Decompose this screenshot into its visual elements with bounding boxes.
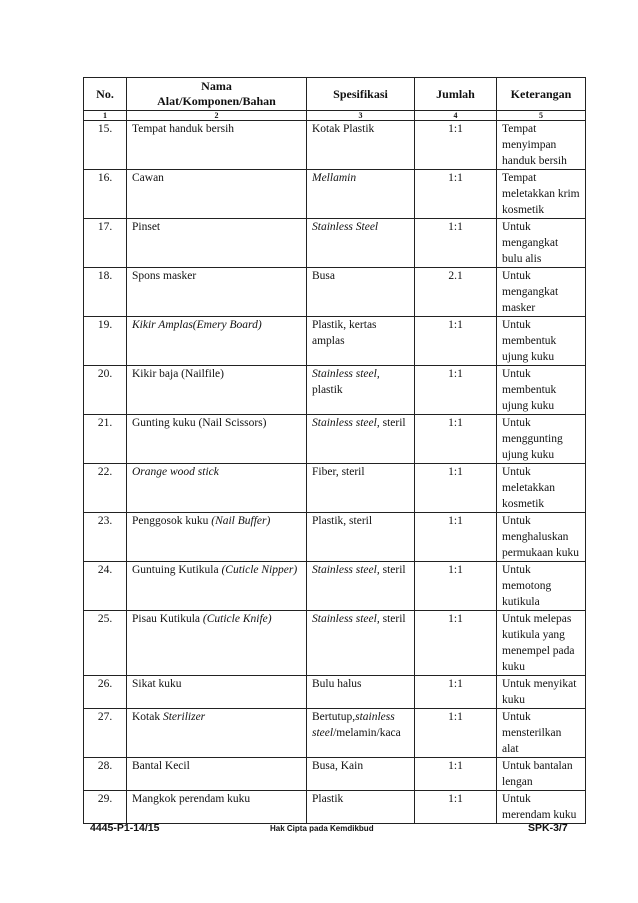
item-note: Untuk menghaluskan permukaan kuku [497, 513, 586, 562]
item-name-text: Gunting kuku (Nail Scissors) [132, 417, 267, 429]
item-note: Untuk bantalan lengan [497, 758, 586, 791]
row-number: 29. [84, 791, 127, 824]
item-spec [307, 317, 415, 366]
row-number: 19. [84, 317, 127, 366]
row-number: 27. [84, 709, 127, 758]
item-name-text: Pinset [132, 221, 161, 233]
item-spec-text: steril [379, 417, 406, 429]
item-qty: 1:1 [415, 121, 497, 170]
table-row [84, 268, 586, 317]
item-name-text: Spons masker [132, 270, 197, 282]
item-name [127, 709, 307, 758]
item-name-text: Sikat kuku [132, 678, 182, 690]
item-spec-text: Plastik, kertas amplas [312, 319, 377, 347]
row-number: 18. [84, 268, 127, 317]
item-name-text: Guntuing Kutikula [132, 564, 222, 576]
item-spec-text: Plastik [312, 793, 344, 805]
item-note: Untuk menyikat kuku [497, 676, 586, 709]
header-note: Keterangan [497, 78, 586, 111]
item-qty: 2.1 [415, 268, 497, 317]
item-name [127, 170, 307, 219]
item-spec [307, 611, 415, 676]
item-name [127, 791, 307, 824]
item-name-text: Cawan [132, 172, 164, 184]
item-note: Untuk mensterilkan alat [497, 709, 586, 758]
item-spec [307, 676, 415, 709]
item-qty: 1:1 [415, 464, 497, 513]
item-spec [307, 268, 415, 317]
item-name-text: Mangkok perendam kuku [132, 793, 251, 805]
item-name-text: Kikir Amplas(Emery Board) [132, 319, 262, 331]
item-spec [307, 562, 415, 611]
item-spec [307, 121, 415, 170]
row-number: 23. [84, 513, 127, 562]
item-name-text: (Cuticle Knife) [202, 613, 272, 625]
column-number: 1 [84, 111, 127, 121]
row-number: 22. [84, 464, 127, 513]
item-spec-text: Stainless steel, [312, 564, 380, 576]
item-name [127, 676, 307, 709]
copyright-notice: Hak Cipta pada Kemdikbud [270, 824, 374, 833]
row-number: 24. [84, 562, 127, 611]
table-row [84, 317, 586, 366]
item-note: Untuk meletakkan kosmetik [497, 464, 586, 513]
item-qty: 1:1 [415, 513, 497, 562]
item-spec-text: steril [379, 613, 406, 625]
item-spec-text: /melamin/kaca [333, 727, 401, 739]
item-name-text: Tempat handuk bersih [132, 123, 235, 135]
item-spec-text: Stainless steel, [312, 368, 380, 380]
item-name [127, 366, 307, 415]
table-row [84, 611, 586, 676]
item-name [127, 121, 307, 170]
item-name-text: Bantal Kecil [132, 760, 190, 772]
row-number: 21. [84, 415, 127, 464]
item-note: Untuk mengangkat masker [497, 268, 586, 317]
table-row [84, 121, 586, 170]
item-qty: 1:1 [415, 366, 497, 415]
page-number: SPK-3/7 [528, 822, 568, 834]
column-number: 4 [415, 111, 497, 121]
equipment-table [83, 77, 586, 824]
item-spec [307, 415, 415, 464]
item-spec-text: Stainless Steel [312, 221, 379, 233]
item-name-text: Sterilizer [162, 711, 206, 723]
item-name [127, 513, 307, 562]
header-name-line2: Alat/Komponen/Bahan [157, 94, 276, 108]
item-spec-text: steril [379, 564, 406, 576]
item-name-text: Pisau Kutikula [132, 613, 203, 625]
item-spec-text: Fiber, steril [312, 466, 365, 478]
header-spec: Spesifikasi [307, 78, 415, 111]
item-qty: 1:1 [415, 611, 497, 676]
item-spec [307, 170, 415, 219]
item-qty: 1:1 [415, 758, 497, 791]
row-number: 16. [84, 170, 127, 219]
table-row [84, 464, 586, 513]
item-name-text: Kikir baja (Nailfile) [132, 368, 224, 380]
item-note: Untuk membentuk ujung kuku [497, 366, 586, 415]
row-number: 20. [84, 366, 127, 415]
item-qty: 1:1 [415, 791, 497, 824]
item-spec-text: plastik [312, 384, 343, 396]
item-name [127, 758, 307, 791]
row-number: 15. [84, 121, 127, 170]
item-name [127, 611, 307, 676]
item-name-text: (Nail Buffer) [211, 515, 271, 527]
table-row [84, 415, 586, 464]
table-row [84, 170, 586, 219]
item-note: Tempat menyimpan handuk bersih [497, 121, 586, 170]
item-qty: 1:1 [415, 562, 497, 611]
item-spec [307, 219, 415, 268]
item-spec [307, 464, 415, 513]
item-name [127, 268, 307, 317]
item-spec [307, 758, 415, 791]
item-note: Untuk melepas kutikula yang menempel pada kuku [497, 611, 586, 676]
item-name-text: Kotak [132, 711, 163, 723]
item-name-text: Penggosok kuku [132, 515, 212, 527]
item-spec [307, 513, 415, 562]
item-qty: 1:1 [415, 317, 497, 366]
table-row [84, 219, 586, 268]
header-row [84, 78, 586, 111]
item-spec-text: Busa [312, 270, 335, 282]
table-row [84, 758, 586, 791]
table-row [84, 676, 586, 709]
item-qty: 1:1 [415, 709, 497, 758]
column-number: 3 [307, 111, 415, 121]
table-row [84, 791, 586, 824]
item-note: Untuk merendam kuku [497, 791, 586, 824]
item-spec-text: Mellamin [312, 172, 357, 184]
item-spec-text: Plastik, steril [312, 515, 373, 527]
item-name-text: (Cuticle Nipper) [221, 564, 298, 576]
item-spec [307, 366, 415, 415]
item-qty: 1:1 [415, 676, 497, 709]
column-number: 2 [127, 111, 307, 121]
row-number: 17. [84, 219, 127, 268]
table-row [84, 366, 586, 415]
item-name [127, 415, 307, 464]
item-spec [307, 709, 415, 758]
item-note: Tempat meletakkan krim kosmetik [497, 170, 586, 219]
item-name [127, 562, 307, 611]
header-name [127, 78, 307, 111]
item-spec [307, 791, 415, 824]
table-row [84, 562, 586, 611]
item-name-text: Orange wood stick [132, 466, 219, 478]
table-row [84, 709, 586, 758]
item-spec-text: Bertutup, [312, 711, 356, 723]
item-qty: 1:1 [415, 170, 497, 219]
item-spec-text: Stainless steel, [312, 613, 380, 625]
item-note: Untuk mengangkat bulu alis [497, 219, 586, 268]
item-note: Untuk memotong kutikula [497, 562, 586, 611]
document-code: 4445-P1-14/15 [90, 822, 160, 834]
item-name [127, 317, 307, 366]
header-no: No. [84, 78, 127, 111]
item-note: Untuk menggunting ujung kuku [497, 415, 586, 464]
item-qty: 1:1 [415, 415, 497, 464]
column-number-row [84, 111, 586, 121]
table-row [84, 513, 586, 562]
item-spec-text: stainless steel [312, 711, 395, 739]
row-number: 25. [84, 611, 127, 676]
item-note: Untuk membentuk ujung kuku [497, 317, 586, 366]
column-number: 5 [497, 111, 586, 121]
item-qty: 1:1 [415, 219, 497, 268]
item-spec-text: Bulu halus [312, 678, 362, 690]
header-name-line1: Nama [201, 79, 232, 93]
item-spec-text: Kotak Plastik [312, 123, 375, 135]
item-spec-text: Busa, Kain [312, 760, 364, 772]
header-qty: Jumlah [415, 78, 497, 111]
item-spec-text: Stainless steel, [312, 417, 380, 429]
row-number: 28. [84, 758, 127, 791]
row-number: 26. [84, 676, 127, 709]
item-name [127, 219, 307, 268]
table-body [84, 121, 586, 824]
item-name [127, 464, 307, 513]
